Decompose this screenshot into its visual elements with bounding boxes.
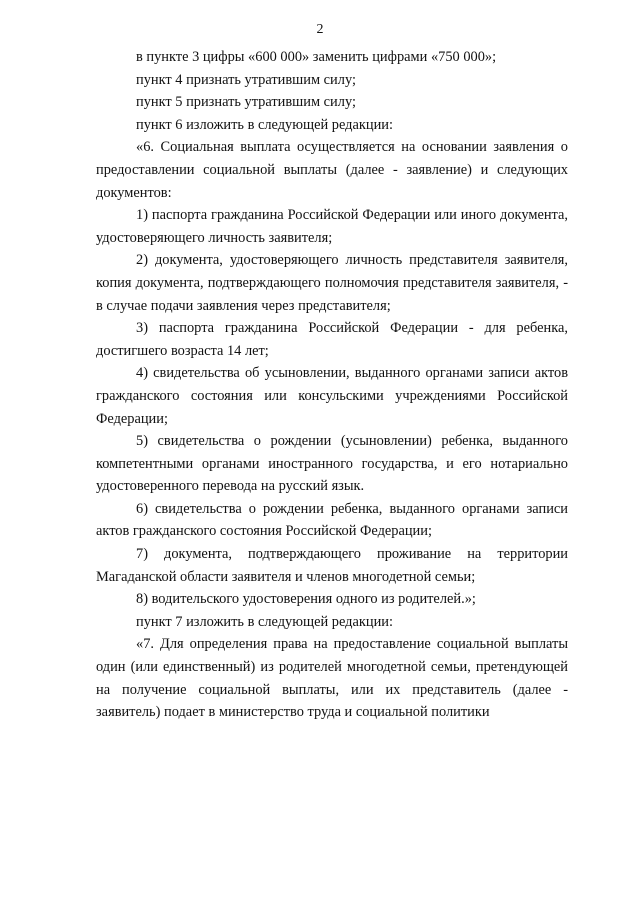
- page-number: 2: [316, 22, 324, 37]
- list-item-1: 1) паспорта гражданина Российской Федерации или иного документа, удостоверяющего личность заявителя;: [96, 207, 568, 246]
- document-body: [96, 46, 568, 724]
- paragraph-point-7-text: «7. Для определения права на предоставление социальной выплаты один (или единственный) из родителей многодетной семьи, претендующей на получение социальной выплаты, или их представитель (далее - заявитель) подает в министерство труда и социальной политики: [96, 636, 568, 721]
- paragraph-point-5-void: пункт 5 признать утратившим силу;: [136, 94, 356, 111]
- list-item-7: 7) документа, подтверждающего проживание на территории Магаданской области заявителя и членов многодетной семьи;: [96, 546, 568, 585]
- paragraph-point-6-intro: пункт 6 изложить в следующей редакции:: [136, 116, 393, 133]
- paragraph-point-7-intro: пункт 7 изложить в следующей редакции:: [136, 613, 393, 630]
- list-item-5: 5) свидетельства о рождении (усыновлении) ребенка, выданного компетентными органами иностранного государства, и его нотариально удостоверенного перевода на русский язык.: [96, 433, 568, 495]
- list-item-6: 6) свидетельства о рождении ребенка, выданного органами записи актов гражданского состояния Российской Федерации;: [96, 500, 568, 540]
- paragraph-amend-point-3: в пункте 3 цифры «600 000» заменить цифрами «750 000»;: [136, 49, 497, 65]
- paragraph-point-4-void: пункт 4 признать утратившим силу;: [136, 71, 356, 88]
- list-item-3: 3) паспорта гражданина Российской Федерации - для ребенка, достигшего возраста 14 лет;: [96, 320, 568, 359]
- list-item-4: 4) свидетельства об усыновлении, выданного органами записи актов гражданского состояния или консульскими учреждениями Российской Федерации;: [96, 365, 568, 427]
- paragraph-point-6-text: «6. Социальная выплата осуществляется на основании заявления о предоставлении социальной выплаты (далее - заявление) и следующих документов:: [96, 139, 568, 201]
- list-item-2: 2) документа, удостоверяющего личность представителя заявителя, копия документа, подтверждающего полномочия представителя заявителя, - в случае подачи заявления через представителя;: [96, 252, 568, 314]
- list-item-8: 8) водительского удостоверения одного из родителей.»;: [136, 591, 476, 608]
